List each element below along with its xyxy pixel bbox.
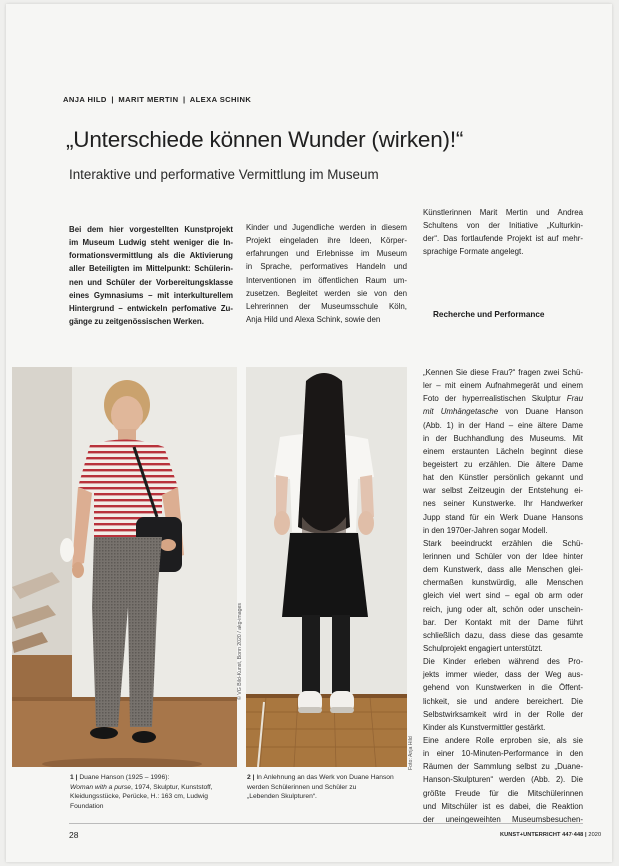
text-line: Bei dem hier vorgestellten Kunstprojekt <box>69 225 233 234</box>
text-line <box>423 471 583 484</box>
text-line <box>423 734 583 747</box>
text-line: Hintergrund – entwickeln perfomative Zu- <box>69 303 233 313</box>
text-line <box>423 419 583 432</box>
artwork-title: Woman with a purse <box>70 783 131 791</box>
figure-2-photo <box>246 367 407 767</box>
text-run: von Duane Hanson <box>498 407 583 417</box>
body-column-3-top <box>423 206 583 259</box>
text-line <box>423 405 583 418</box>
text-line <box>423 655 583 668</box>
text-line: in Sprache, performatives Handeln und <box>246 262 407 272</box>
text-line: formationsvermittlung als die Aktivierung <box>69 251 233 261</box>
text-run: der uneingeweihten Museumsbesuchen- <box>423 814 583 824</box>
text-line <box>423 550 583 563</box>
figure-number: 2 | <box>247 774 255 781</box>
text-line <box>423 629 583 642</box>
body-column-2 <box>246 221 407 326</box>
body-column-3 <box>423 366 583 826</box>
text-run: und Mitschüler ist es dabei, die Reaktion <box>423 801 583 811</box>
sculpture-woman-with-purse-image <box>12 367 237 767</box>
text-run: Foto der hyperrealistischen Skulptur <box>423 394 561 404</box>
figure-2-caption <box>247 773 412 802</box>
text-run: jekts immer wieder, dass der Weg aus- <box>423 670 583 680</box>
text-line <box>423 668 583 681</box>
text-line <box>423 392 583 405</box>
text-line <box>423 800 583 813</box>
text-line <box>423 616 583 629</box>
figure-1-caption <box>70 773 240 811</box>
text-run: reich, jung oder alt, schön oder unschein- <box>423 604 583 614</box>
text-run: in einer 10-Minuten-Performance in den <box>423 749 583 759</box>
text-run: bar. Der Kontakt mit der Dame führt <box>423 617 583 627</box>
text-line <box>423 603 583 616</box>
text-run: Eine andere Rolle erproben sie, als sie <box>423 735 583 745</box>
text-line: zusetzen. Begleitet werden sie von den <box>246 288 407 298</box>
text-run: Räumen der Sammlung selbst zu „Duane- <box>423 762 583 772</box>
italic-text: mit Umhängetasche <box>423 407 499 417</box>
text-run: Jupp stand für ein Werk Duane Hansons <box>423 512 583 522</box>
text-run: gleich viel wert sind – egal ob arm oder <box>423 591 583 601</box>
caption-line: Kleidungsstücke, Perücke, H.: 163 cm, Ludwig <box>70 793 208 801</box>
text-line <box>423 484 583 497</box>
text-line <box>423 708 583 721</box>
text-line <box>423 497 583 510</box>
footer-rule <box>69 823 583 824</box>
journal-year: 2020 <box>588 832 602 838</box>
text-line: Interventionen im öffentlichen Raum um- <box>246 275 407 285</box>
text-run: lichkeit, sie und andere bereichert. Die <box>423 696 583 706</box>
journal-name: KUNST+UNTERRICHT 447·448 | 2020 <box>500 832 602 838</box>
text-run: Schulprojekt engagiert unterstützt. <box>423 643 543 653</box>
caption-line: „Lebenden Skulpturen“. <box>247 793 317 801</box>
caption-line: Duane Hanson (1925 – 1996): <box>79 774 170 781</box>
text-run: größte Freude für die Mitschülerinnen <box>423 788 583 798</box>
text-line <box>423 787 583 800</box>
author-name: ALEXA SCHINK <box>189 95 252 104</box>
text-line <box>423 432 583 445</box>
author-separator: | <box>182 95 186 104</box>
text-run: „Kennen Sie diese Frau?“ fragen zwei Schü- <box>423 368 583 377</box>
text-line: Künstlerinnen Marit Mertin und Andrea <box>423 208 583 217</box>
text-run: einem erstaunten Lächeln beginnt diese <box>423 446 583 456</box>
author-line <box>63 95 251 104</box>
text-line <box>423 642 583 655</box>
text-run: Kinder als Kunstvermittler gestärkt. <box>423 722 546 732</box>
text-run: Selbstwirksamkeit wird in der Rolle der <box>423 709 583 719</box>
text-line <box>423 563 583 576</box>
text-line: erfahrungen und Erlebnisse im Museum <box>246 249 407 259</box>
caption-line: , 1974, Skulptur, Kunststoff, <box>130 783 213 791</box>
text-run: in den 1970er-Jahren sogar Modell. <box>423 525 548 535</box>
text-line <box>423 576 583 589</box>
journal-title: KUNST+UNTERRICHT 447·448 <box>500 832 584 838</box>
text-line: eines Gymnasiums – mit interkulturellem <box>69 290 233 300</box>
text-line <box>423 813 583 826</box>
text-line: Projekt eingeladen ihre Ideen, Körper- <box>246 236 407 246</box>
text-line <box>423 537 583 550</box>
figure-1-credit: © VG Bild-Kunst, Bonn 2020 / akg-images <box>237 603 243 700</box>
text-line <box>423 773 583 786</box>
text-line <box>423 511 583 524</box>
text-run: Hanson-Skulpturen“ werden (Abb. 2). Die <box>423 775 583 785</box>
figure-1-photo <box>12 367 237 767</box>
text-run: hat den Künstler persönlich gekannt und <box>423 473 583 483</box>
text-line: sprachige Formate angelegt. <box>423 247 524 257</box>
text-line <box>423 445 583 458</box>
italic-text: Frau <box>566 394 583 404</box>
text-line <box>423 458 583 471</box>
figure-2-credit: Foto: Anja Hild <box>408 736 414 770</box>
text-run: war selbst Zeitzeugin der Entstehung ei- <box>423 486 583 496</box>
text-run: Die Kinder erleben während des Pro- <box>423 657 583 667</box>
text-run: in der Buchhandlung des Museums. Mit <box>423 433 583 443</box>
author-name: MARIT MERTIN <box>118 95 179 104</box>
text-line: Anja Hild und Alexa Schink, sowie den <box>246 314 381 324</box>
text-line: nen und Schüler der Vorbereitungsklasse <box>69 277 233 287</box>
text-line: Kinder und Jugendliche werden in diesem <box>246 223 407 232</box>
caption-line: In Anlehnung an das Werk von Duane Hanson <box>256 774 394 781</box>
author-separator: | <box>111 95 114 104</box>
text-line <box>423 760 583 773</box>
text-run: chermaßen kunstwürdig, alle Menschen <box>423 578 583 588</box>
section-heading: Recherche und Performance <box>433 310 545 319</box>
author-name: ANJA HILD <box>63 95 107 104</box>
intro-paragraph <box>69 223 233 328</box>
text-line <box>423 681 583 694</box>
text-line: im Museum Ludwig steht weniger die In- <box>69 238 233 248</box>
text-line: Schultens von der Initiative „Kulturkin- <box>423 221 583 231</box>
text-run: dem Kunstwerk, dass alle Menschen glei- <box>423 565 583 575</box>
text-run: lerinnen und Schüler von der Idee hinter <box>423 551 583 561</box>
text-line <box>423 366 583 379</box>
text-line: der“. Das fortlaufende Projekt ist auf mehr- <box>423 234 583 244</box>
text-run: begeistert zu erzählen. Die ältere Dame <box>423 459 583 469</box>
text-line <box>423 695 583 708</box>
text-line <box>423 524 583 537</box>
article-subtitle: Interaktive und performative Vermittlung im Museum <box>69 167 379 182</box>
caption-line: werden Schülerinnen und Schüler zu <box>247 783 357 791</box>
text-run: schließlich dazu, dass diese das gesamte <box>423 630 583 640</box>
text-line: gänge zu zeitgenössischen Werken. <box>69 316 204 326</box>
text-run: gehend von Kunstwerken in die Öffent- <box>423 683 583 693</box>
text-line <box>423 589 583 602</box>
caption-line: Foundation <box>70 802 104 810</box>
text-run: (Abb. 1) in der Hand – eine ältere Dame <box>423 420 583 430</box>
text-run: ler – mit einem Aufnahmegerät und einem <box>423 381 583 391</box>
text-line <box>423 379 583 392</box>
living-sculpture-student-image <box>246 367 407 767</box>
figure-number: 1 | <box>70 774 78 781</box>
text-line <box>423 721 583 734</box>
article-title: „Unterschiede können Wunder (wirken)!“ <box>66 127 464 152</box>
text-line: aller Beteiligten im Mittelpunkt: Schülerin- <box>69 264 233 274</box>
text-run: Stark beeindruckt erzählen die Schü- <box>423 538 583 548</box>
text-line <box>423 747 583 760</box>
text-line: Lehrerinnen der Museumsschule Köln, <box>246 301 407 311</box>
page-number: 28 <box>69 830 79 840</box>
text-run: nes seiner Kunstwerke. Ihr Handwerker <box>423 499 583 509</box>
